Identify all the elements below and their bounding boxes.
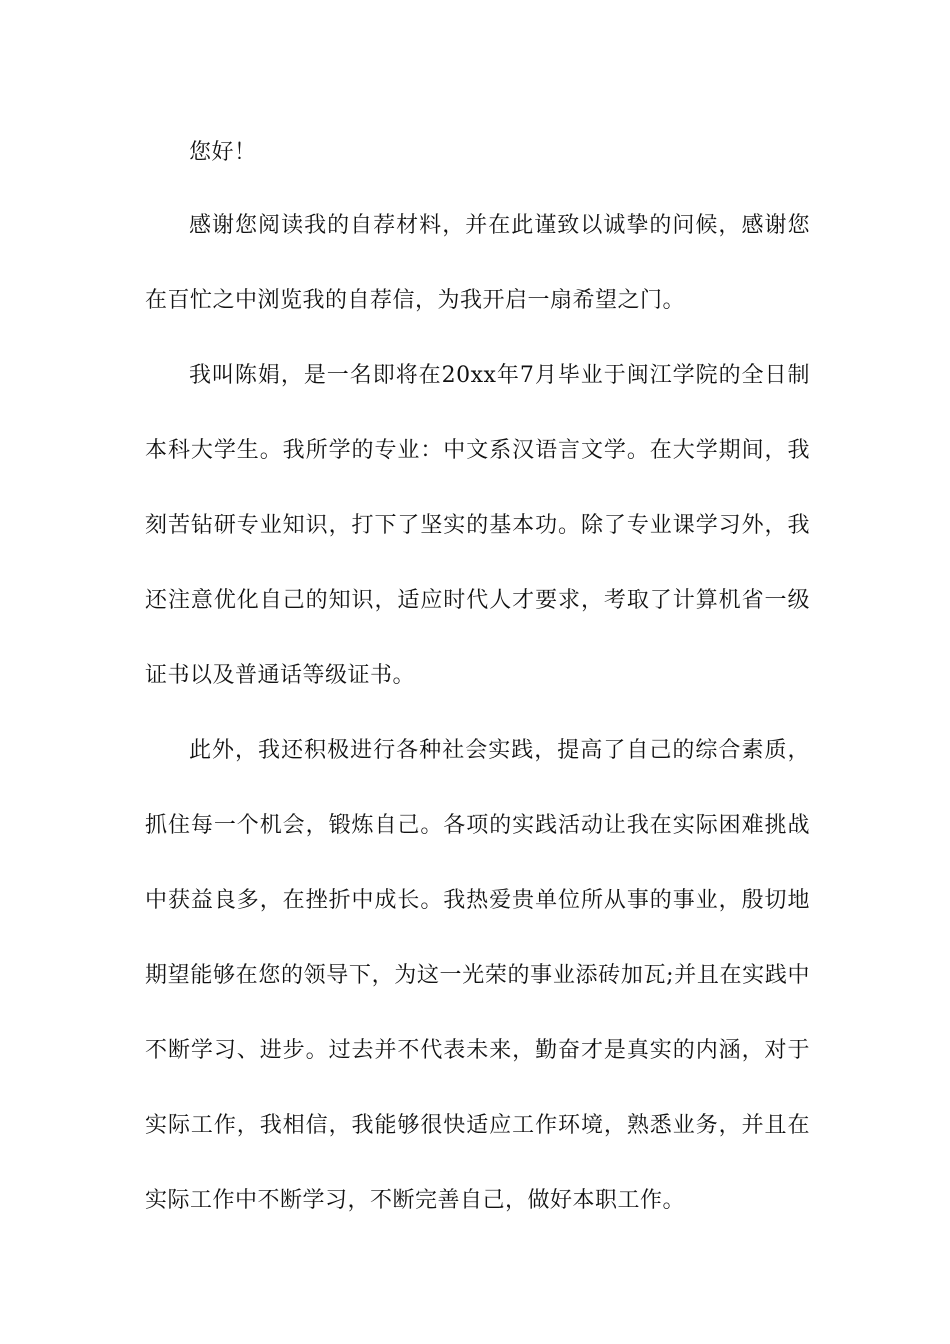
letter-body xyxy=(145,188,810,1238)
letter-greeting-block xyxy=(145,115,810,190)
letter-greeting: 您好！ xyxy=(189,140,257,165)
paragraph-introduction: 我叫陈娟，是一名即将在20xx年7月毕业于闽江学院的全日制本科大学生。我所学的专业：中文系汉语言文学。在大学期间，我刻苦钻研专业知识，打下了坚实的基本功。除了专业课学习外，我还注意优化自己的知识，适应时代人才要求，考取了计算机省一级证书以及普通话等级证书。 xyxy=(145,363,810,688)
paragraph-thanks: 感谢您阅读我的自荐材料，并在此谨致以诚挚的问候，感谢您在百忙之中浏览我的自荐信，为我开启一扇希望之门。 xyxy=(145,213,810,313)
paragraph-practice: 此外，我还积极进行各种社会实践，提高了自己的综合素质，抓住每一个机会，锻炼自己。各项的实践活动让我在实际困难挑战中获益良多，在挫折中成长。我热爱贵单位所从事的事业，殷切地期望能够在您的领导下，为这一光荣的事业添砖加瓦;并且在实践中不断学习、进步。过去并不代表未来，勤奋才是真实的内涵，对于实际工作，我相信，我能够很快适应工作环境，熟悉业务，并且在实际工作中不断学习，不断完善自己，做好本职工作。 xyxy=(145,738,810,1213)
